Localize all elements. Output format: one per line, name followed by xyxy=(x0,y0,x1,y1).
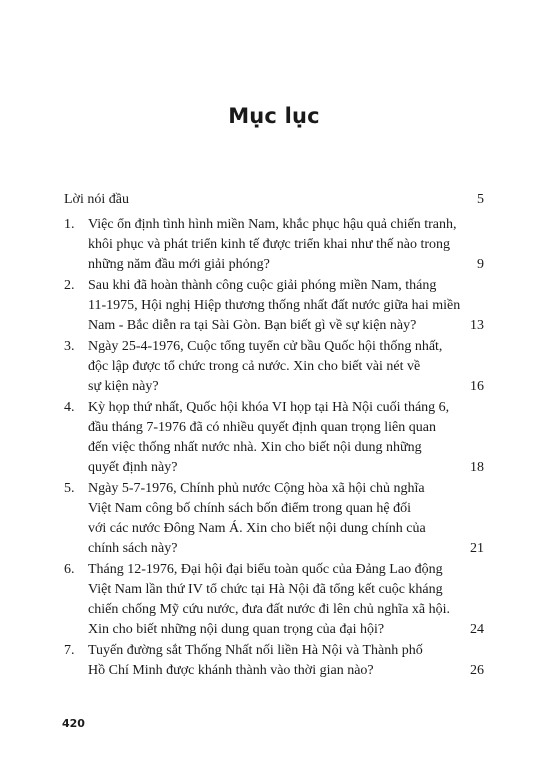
toc-entry-text xyxy=(88,337,484,397)
toc-entry-line xyxy=(88,580,484,600)
toc-entry[interactable] xyxy=(64,641,484,681)
toc-entry-page: 9 xyxy=(477,257,484,272)
toc-entry-line xyxy=(88,479,484,499)
toc-entry-line-text: quyết định này? xyxy=(88,460,178,475)
toc-entry-line-text: độc lập được tổ chức trong cả nước. Xin cho biết vài nét về xyxy=(88,359,421,374)
toc-entry-text xyxy=(88,398,484,478)
toc-entry-page: 13 xyxy=(470,318,484,333)
toc-entry-line-text: sự kiện này? xyxy=(88,379,159,394)
toc-entry-page: 24 xyxy=(470,622,484,637)
toc-entry[interactable] xyxy=(64,398,484,478)
toc-entry-number: 7. xyxy=(64,643,75,658)
toc-entries xyxy=(64,215,484,681)
toc-entry-number: 4. xyxy=(64,400,75,415)
toc-entry-line xyxy=(88,519,484,539)
toc-entry-number: 5. xyxy=(64,481,75,496)
toc-entry-line xyxy=(88,357,484,377)
toc-entry-line-text: chiến chống Mỹ cứu nước, đưa đất nước đi lên chủ nghĩa xã hội. xyxy=(88,602,451,617)
page-number: 420 xyxy=(62,717,85,730)
toc-entry-line-text: với các nước Đông Nam Á. Xin cho biết nội dung chính của xyxy=(88,521,426,536)
toc-entry-line-text: Ngày 25-4-1976, Cuộc tổng tuyển cử bầu Quốc hội thống nhất, xyxy=(88,339,443,354)
toc-intro[interactable] xyxy=(64,190,484,210)
toc-intro-page: 5 xyxy=(477,192,484,207)
toc-entry-number: 6. xyxy=(64,562,75,577)
toc-entry-line-text: Việt Nam lần thứ IV tổ chức tại Hà Nội đã tổng kết cuộc kháng xyxy=(88,582,443,597)
toc-entry-line-text: Tuyến đường sắt Thống Nhất nối liền Hà Nội và Thành phố xyxy=(88,643,423,658)
toc-intro-label: Lời nói đầu xyxy=(64,192,129,207)
toc-entry-line-text: khôi phục và phát triển kinh tế được triển khai như thế nào trong xyxy=(88,237,450,252)
toc-entry-line xyxy=(88,560,484,580)
toc-entry-line-text: Tháng 12-1976, Đại hội đại biểu toàn quốc của Đảng Lao động xyxy=(88,562,443,577)
toc-entry-line-text: Việt Nam công bố chính sách bốn điểm trong quan hệ đối xyxy=(88,501,412,516)
toc-entry-number: 1. xyxy=(64,217,75,232)
toc-entry-page: 18 xyxy=(470,460,484,475)
toc-entry-text xyxy=(88,641,484,681)
toc-entry-text xyxy=(88,215,484,275)
toc-entry-text xyxy=(88,560,484,640)
toc-entry-line-text: Nam - Bắc diễn ra tại Sài Gòn. Bạn biết gì về sự kiện này? xyxy=(88,318,417,333)
toc-entry-line xyxy=(88,438,484,458)
toc-entry[interactable] xyxy=(64,560,484,640)
toc-entry-line xyxy=(88,620,484,640)
toc-entry-text xyxy=(88,276,484,336)
toc-entry-line xyxy=(88,276,484,296)
toc-entry-line xyxy=(88,641,484,661)
table-of-contents xyxy=(64,190,484,682)
toc-entry[interactable] xyxy=(64,215,484,275)
toc-entry-line-text: chính sách này? xyxy=(88,541,178,556)
toc-entry-number: 3. xyxy=(64,339,75,354)
toc-entry-page: 26 xyxy=(470,663,484,678)
toc-entry-line-text: đầu tháng 7-1976 đã có nhiều quyết định quan trọng liên quan xyxy=(88,420,436,435)
toc-entry-line-text: Ngày 5-7-1976, Chính phủ nước Cộng hòa xã hội chủ nghĩa xyxy=(88,481,425,496)
toc-entry-line xyxy=(88,539,484,559)
toc-entry-line xyxy=(88,398,484,418)
toc-entry-line xyxy=(88,661,484,681)
toc-entry-line-text: Xin cho biết những nội dung quan trọng của đại hội? xyxy=(88,622,385,637)
toc-entry-line xyxy=(88,600,484,620)
toc-entry-page: 21 xyxy=(470,541,484,556)
toc-entry-line-text: 11-1975, Hội nghị Hiệp thương thống nhất đất nước giữa hai miền xyxy=(88,298,461,313)
toc-entry-line-text: Kỳ họp thứ nhất, Quốc hội khóa VI họp tại Hà Nội cuối tháng 6, xyxy=(88,400,450,415)
toc-entry-line-text: Việc ổn định tình hình miền Nam, khắc phục hậu quả chiến tranh, xyxy=(88,217,457,232)
toc-entry[interactable] xyxy=(64,479,484,559)
toc-entry-line xyxy=(88,377,484,397)
toc-entry-line-text: Sau khi đã hoàn thành công cuộc giải phóng miền Nam, tháng xyxy=(88,278,437,293)
toc-entry-line xyxy=(88,316,484,336)
toc-entry-line xyxy=(88,215,484,235)
toc-entry-page: 16 xyxy=(470,379,484,394)
toc-entry[interactable] xyxy=(64,337,484,397)
toc-entry-number: 2. xyxy=(64,278,75,293)
toc-entry-line xyxy=(88,337,484,357)
toc-entry-line xyxy=(88,255,484,275)
page-title: Mục lục xyxy=(228,104,320,128)
toc-entry-text xyxy=(88,479,484,559)
toc-entry-line-text: những năm đầu mới giải phóng? xyxy=(88,257,270,272)
toc-entry-line xyxy=(88,296,484,316)
toc-entry[interactable] xyxy=(64,276,484,336)
toc-entry-line-text: Hồ Chí Minh được khánh thành vào thời gian nào? xyxy=(88,663,374,678)
toc-entry-line xyxy=(88,418,484,438)
toc-entry-line-text: đến việc thống nhất nước nhà. Xin cho biết nội dung những xyxy=(88,440,422,455)
toc-entry-line xyxy=(88,499,484,519)
toc-entry-line xyxy=(88,458,484,478)
toc-entry-line xyxy=(88,235,484,255)
